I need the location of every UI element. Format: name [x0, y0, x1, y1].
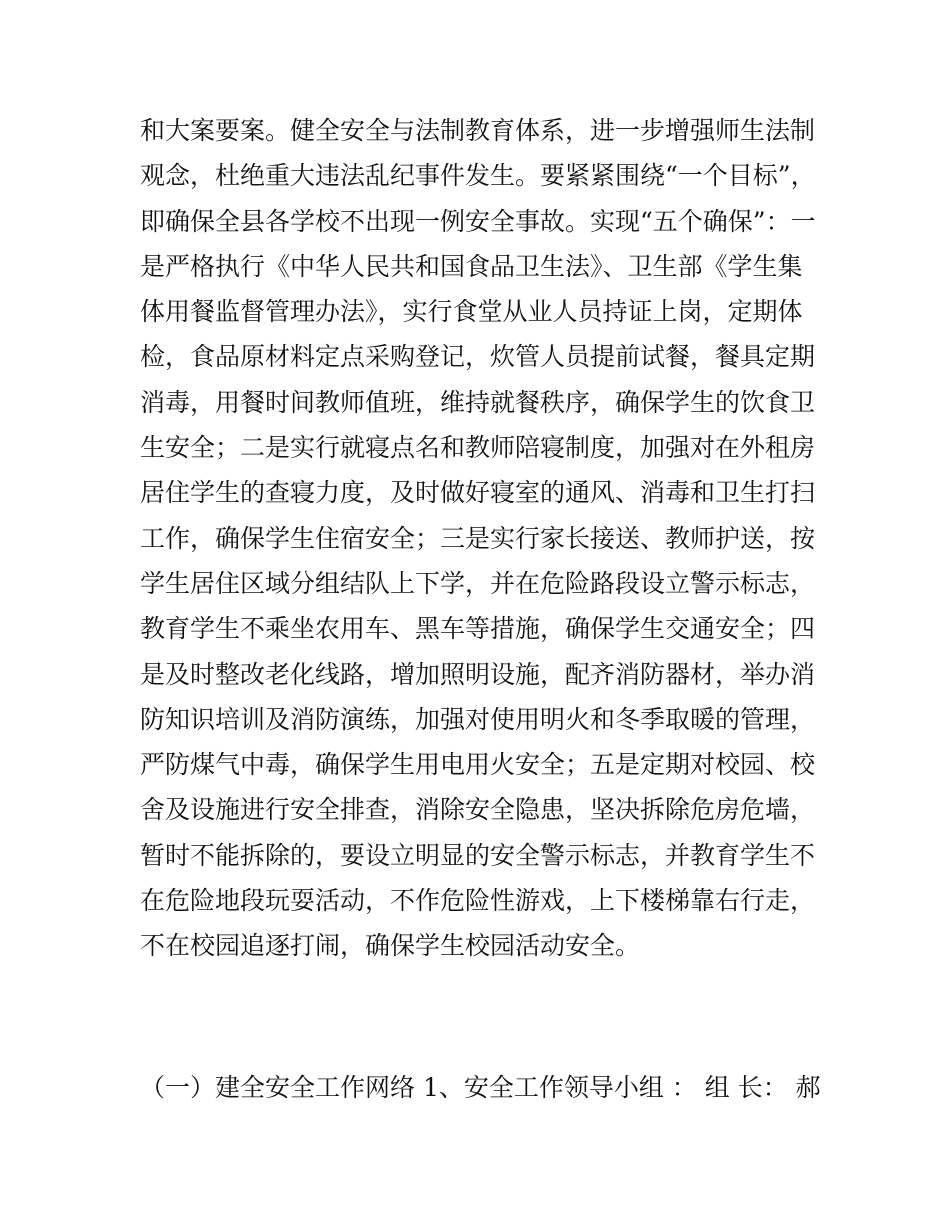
- paragraph-line: 即确保全县各学校不出现一例安全事故。实现“五个确保”：一: [140, 206, 816, 236]
- paragraph-line: 检，食品原材料定点采购登记，炊管人员提前试餐，餐具定期: [140, 342, 816, 372]
- paragraph-line: 在危险地段玩耍活动，不作危险性游戏，上下楼梯靠右行走，: [140, 886, 816, 916]
- paragraph-line: 是严格执行《中华人民共和国食品卫生法》、卫生部《学生集: [140, 251, 803, 281]
- paragraph-line: 防知识培训及消防演练，加强对使用明火和冬季取暖的管理，: [140, 704, 816, 734]
- paragraph-line: 教育学生不乘坐农用车、黑车等措施，确保学生交通安全；四: [140, 614, 816, 644]
- section-heading: （一）建全安全工作网络 1、安全工作领导小组 ： 组 长： 郝: [140, 1073, 821, 1102]
- paragraph-line: 是及时整改老化线路，增加照明设施，配齐消防器材，举办消: [140, 659, 816, 689]
- paragraph-line: 居住学生的查寝力度，及时做好寝室的通风、消毒和卫生打扫: [140, 478, 816, 508]
- paragraph-line: 生安全；二是实行就寝点名和教师陪寝制度，加强对在外租房: [140, 433, 816, 463]
- paragraph-line: 严防煤气中毒，确保学生用电用火安全；五是定期对校园、校: [140, 750, 816, 780]
- paragraph-line: 体用餐监督管理办法》，实行食堂从业人员持证上岗，定期体: [140, 297, 803, 327]
- paragraph-line: 工作，确保学生住宿安全；三是实行家长接送、教师护送，按: [140, 523, 816, 553]
- paragraph-line: 舍及设施进行安全排查，消除安全隐患，坚决拆除危房危墙，: [140, 795, 816, 825]
- paragraph-line: 学生居住区域分组结队上下学，并在危险路段设立警示标志，: [140, 568, 816, 598]
- paragraph-line: 不在校园追逐打闹，确保学生校园活动安全。: [140, 931, 641, 961]
- paragraph-line: 观念，杜绝重大违法乱纪事件发生。要紧紧围绕“一个目标”，: [140, 161, 816, 191]
- paragraph-line: 暂时不能拆除的，要设立明显的安全警示标志，并教育学生不: [140, 840, 816, 870]
- paragraph-line: 消毒，用餐时间教师值班，维持就餐秩序，确保学生的饮食卫: [140, 387, 816, 417]
- body-paragraph: [140, 108, 820, 969]
- paragraph-line: 和大案要案。健全安全与法制教育体系，进一步增强师生法制: [140, 116, 816, 145]
